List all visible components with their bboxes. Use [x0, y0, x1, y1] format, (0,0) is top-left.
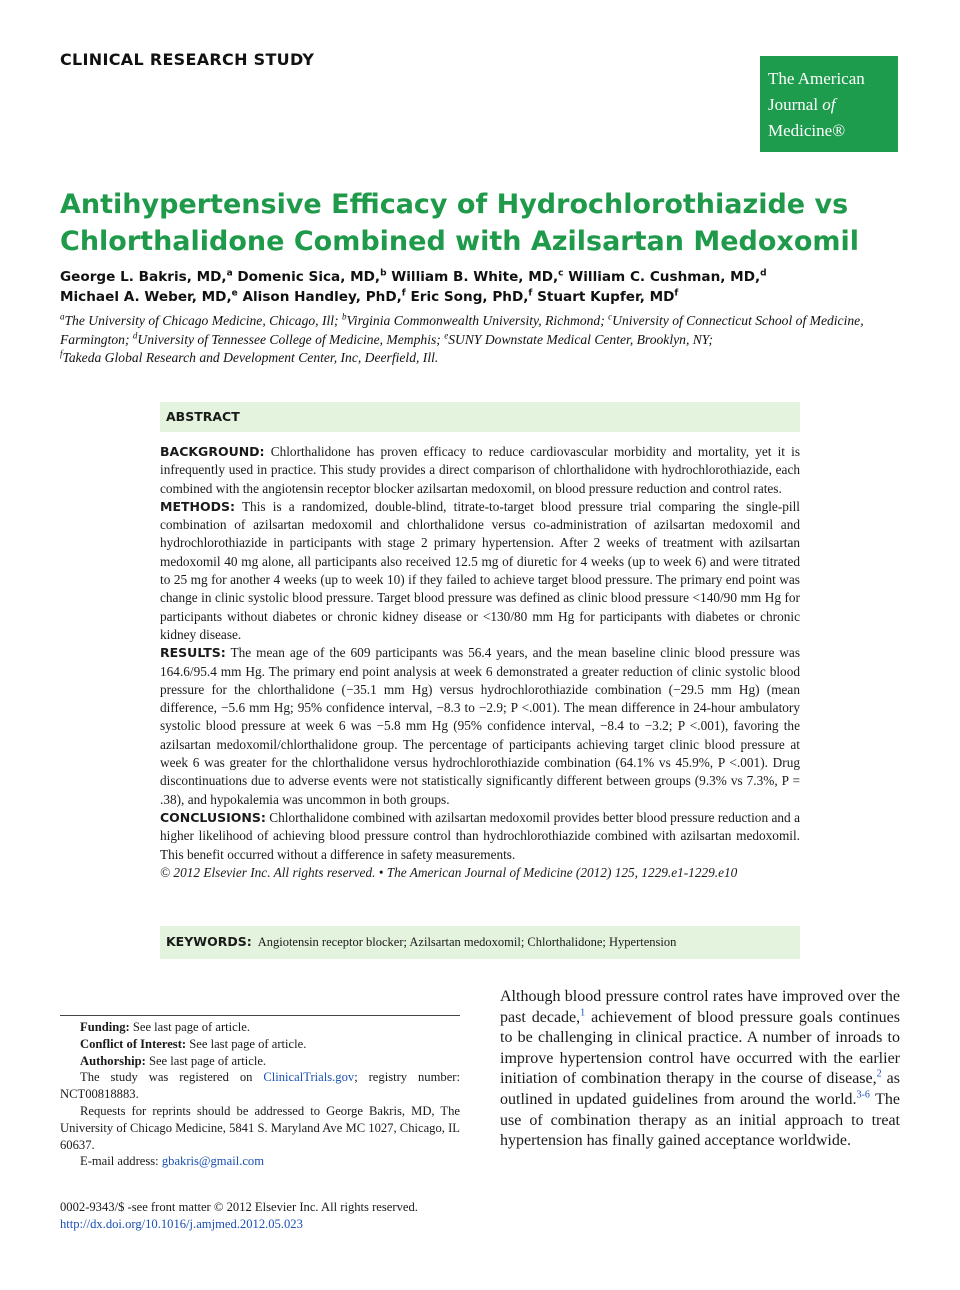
footnote-conflict: Conflict of Interest: See last page of article. — [80, 1036, 307, 1051]
footnote-reprints: Requests for reprints should be addressed to George Bakris, MD, The University of Chicago Medicine, 5841 S. Maryland Ave MC 1027, Chicago, IL 60637. — [60, 1103, 460, 1152]
affiliations: $^a$The University of Chicago Medicine, Chicago, Ill; $^b$Virginia Commonwealth University, Richmond; $^c$University of Connecticut School of Medicine, Farmington; $^d$University of Tennessee College of Medicine, Memphis; $^e$SUNY Downstate Medical Center, Brooklyn, NY; $^f$Takeda Global Research and Development Center, Inc, Deerfield, Ill. — [60, 311, 864, 365]
abstract-conclusions: CONCLUSIONS: Chlorthalidone combined with azilsartan medoxomil provides better blood pressure reduction and a higher likelihood of achieving blood pressure control than hydrochlorothiazide combined with azilsartan medoxomil. This benefit occurred without a difference in safety measurements. — [160, 809, 800, 862]
abstract-body — [160, 443, 800, 882]
affiliation: Virginia Commonwealth University, Richmond; — [346, 313, 605, 328]
journal-logo-line2: Journal of — [768, 95, 836, 114]
abstract-background: BACKGROUND: Chlorthalidone has proven efficacy to reduce cardiovascular morbidity and mortality, yet it is infrequently used in practice. This study provides a direct comparison of chlorthalidone with hydrochlorothiazide, each combined with the angiotensin receptor blocker azilsartan medoxomil, on blood pressure reduction and control rates. — [160, 444, 800, 496]
journal-logo — [760, 56, 898, 152]
abstract-results: RESULTS: The mean age of the 609 participants was 56.4 years, and the mean baseline clinic blood pressure was 164.6/95.4 mm Hg. The primary end point analysis at week 6 demonstrated a greater reduction of clinic systolic blood pressure for the chlorthalidone (−35.1 mm Hg) versus hydrochlorothiazide combination (−29.5 mm Hg) (mean difference, −5.6 mm Hg; 95% confidence interval, −8.3 to −2.9; P <.001). The mean difference in 24-hour ambulatory systolic blood pressure at week 6 was −5.8 mm Hg (95% confidence interval, −8.4 to −3.2; P <.001), favoring the azilsartan medoxomil/chlorthalidone group. The percentage of participants achieving target clinic blood pressure at week 6 was greater for the chlorthalidone versus hydrochlorothiazide combination (64.1% vs 45.9%, P <.001). Drug discontinuations due to adverse events were not statistically significantly different between groups (9.3% vs 7.3%, P = .38), and hypokalemia was uncommon in both groups. — [160, 645, 800, 807]
affiliation: University of Tennessee College of Medicine, Memphis; — [137, 331, 441, 347]
keywords-box — [160, 926, 800, 959]
author: Eric Song, PhD, — [410, 289, 529, 305]
keywords-text: Angiotensin receptor blocker; Azilsartan medoxomil; Chlorthalidone; Hypertension — [257, 935, 677, 949]
author: William C. Cushman, MD, — [568, 269, 761, 285]
reference-link[interactable]: 1 — [580, 1007, 586, 1019]
clinicaltrials-link[interactable]: ClinicalTrials.gov — [263, 1070, 355, 1085]
footnote-divider — [60, 1015, 460, 1016]
abstract-citation: © 2012 Elsevier Inc. All rights reserved. • The American Journal of Medicine (2012) 125, 1229.e1-1229.e10 — [160, 864, 738, 880]
footnote-registration: The study was registered on ClinicalTrials.gov; registry number: NCT00818883. — [60, 1070, 460, 1102]
author: Michael A. Weber, MD, — [60, 289, 232, 305]
email-link[interactable]: gbakris@gmail.com — [161, 1154, 265, 1169]
footnote-funding: Funding: See last page of article. — [80, 1020, 250, 1034]
footnote-authorship: Authorship: See last page of article. — [80, 1053, 267, 1068]
author: Domenic Sica, MD, — [237, 269, 381, 285]
front-matter — [60, 1199, 480, 1233]
author: Stuart Kupfer, MD — [537, 289, 675, 305]
author-list: George L. Bakris, MD,$^a$ Domenic Sica, MD,$^b$ William B. White, MD,$^c$ William C. Cushman, MD,$^d$ Michael A. Weber, MD,$^e$ Alison Handley, PhD,$^f$ Eric Song, PhD,$^f$ Stuart Kupfer, $MD^f$ — [60, 268, 767, 305]
journal-logo-line1: The American — [768, 69, 865, 88]
affiliation: Takeda Global Research and Development Center, Inc, Deerfield, Ill. — [62, 350, 439, 365]
reference-link[interactable]: 2 — [876, 1069, 882, 1081]
footnotes — [60, 1019, 460, 1170]
affiliation: University of Connecticut School of Medicine, Farmington; — [60, 313, 864, 347]
keywords-label: KEYWORDS: — [166, 934, 252, 949]
section-label: CLINICAL RESEARCH STUDY — [60, 50, 315, 69]
author: George L. Bakris, MD, — [60, 269, 227, 285]
author: William B. White, MD, — [391, 269, 559, 285]
doi-link[interactable]: http://dx.doi.org/10.1016/j.amjmed.2012.05.023 — [60, 1216, 303, 1231]
affiliation: SUNY Downstate Medical Center, Brooklyn, NY; — [448, 331, 714, 347]
article-title: Antihypertensive Efficacy of Hydrochlorothiazide vs Chlorthalidone Combined with Azilsartan Medoxomil — [60, 189, 860, 257]
author: Alison Handley, PhD, — [242, 289, 402, 305]
abstract-methods: METHODS: This is a randomized, double-blind, titrate-to-target blood pressure trial comparing the single-pill combination of azilsartan medoxomil and chlorthalidone versus co-administration of azilsartan medoxomil and hydrochlorothiazide in participants with stage 2 primary hypertension. After 2 weeks of treatment with azilsartan medoxomil 40 mg alone, all participants also received 12.5 mg of diuretic for 4 weeks (up to week 6) and were titrated to 25 mg for another 4 weeks (up to week 10) if they failed to achieve target blood pressure. The primary end point was change in clinic systolic blood pressure. Target blood pressure was defined as clinic blood pressure <140/90 mm Hg for participants without diabetes or chronic kidney disease or <130/80 mm Hg for participants with diabetes or chronic kidney disease. — [160, 498, 800, 642]
reference-link[interactable]: 3-6 — [856, 1089, 870, 1101]
journal-logo-line3: Medicine® — [768, 121, 846, 140]
footnote-email: E-mail address: gbakris@gmail.com — [80, 1154, 265, 1169]
affiliation: The University of Chicago Medicine, Chicago, Ill; — [64, 313, 339, 328]
abstract-header: ABSTRACT — [160, 402, 800, 432]
body-paragraph: Although blood pressure control rates have improved over the past decade,$^1$ achievement of blood pressure goals continues to be challenging in clinical practice. A number of inroads to improve hypertension control have occurred with the earlier initiation of combination therapy in the course of disease,$^2$ as outlined in updated guidelines from around the world.$^{3-6}$ The use of combination therapy as an initial approach to treat hypertension has finally gained acceptance worldwide. — [500, 988, 901, 1150]
issn-line: 0002-9343/$ -see front matter © 2012 Elsevier Inc. All rights reserved. — [60, 1200, 418, 1214]
